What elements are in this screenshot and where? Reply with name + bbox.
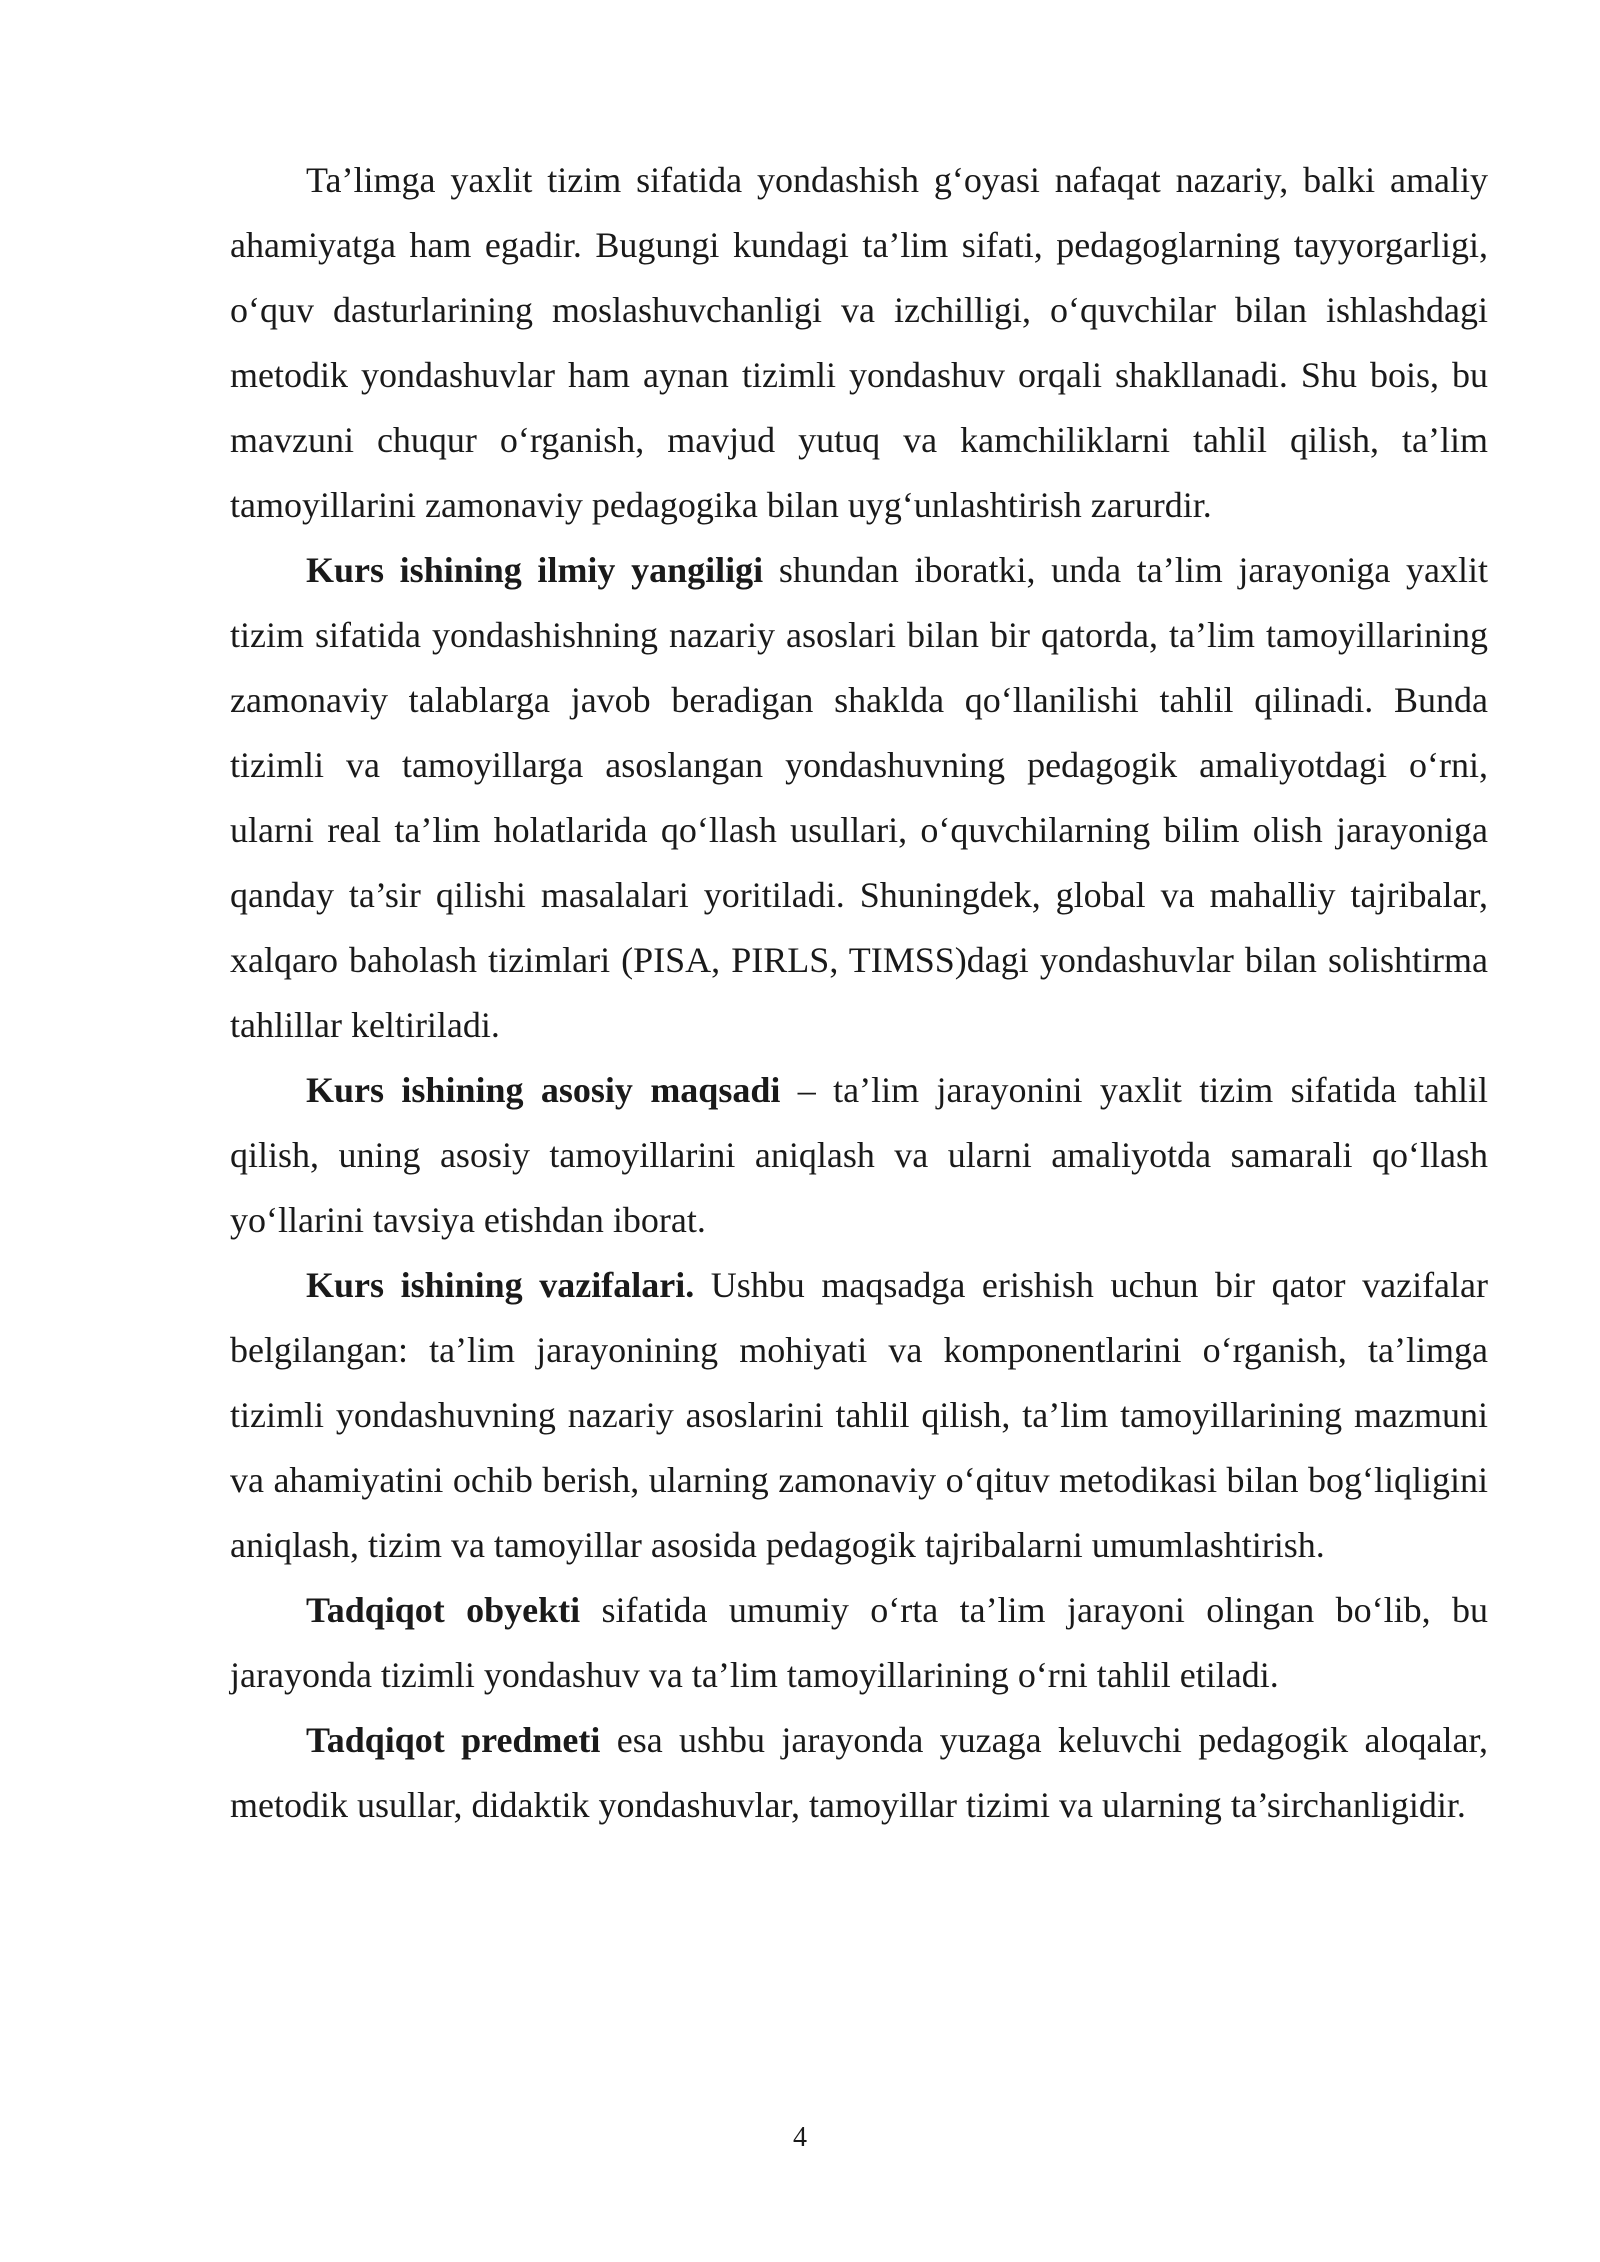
paragraph-text: Ushbu maqsadga erishish uchun bir qator vazifalar belgilangan: ta’lim jarayonining mohiyati va komponentlarini o‘rganish, ta’limga tizimli yondashuvning nazariy asoslarini tahlil qilish, ta’lim tamoyillarining mazmuni va ahamiyatini ochib berish, ularning zamonaviy o‘qituv metodikasi bilan bog‘liqligini aniqlash, tizim va tamoyillar asosida pedagogik tajribalarni umumlashtirish. (230, 1265, 1489, 1565)
paragraph-research-subject (230, 1708, 1488, 1838)
paragraph-intro-text: Ta’limga yaxlit tizim sifatida yondashish g‘oyasi nafaqat nazariy, balki amaliy ahamiyatga ham egadir. Bugungi kundagi ta’lim sifati, pedagoglarning tayyorgarligi, o‘quv dasturlarining moslashuvchanligi va izchilligi, o‘quvchilar bilan ishlashdagi metodik yondashuvlar ham aynan tizimli yondashuv orqali shakllanadi. Shu bois, bu mavzuni chuqur o‘rganish, mavjud yutuq va kamchiliklarni tahlil qilish, ta’lim tamoyillarini zamonaviy pedagogika bilan uyg‘unlashtirish zarurdir. (230, 160, 1488, 525)
paragraph-heading: Kurs ishining vazifalari. (306, 1265, 695, 1305)
paragraph-intro (230, 148, 1488, 538)
paragraph-main-goal (230, 1058, 1488, 1253)
page-number: 4 (793, 2122, 807, 2153)
paragraph-heading: Kurs ishining asosiy maqsadi (306, 1070, 781, 1110)
paragraph-tasks (230, 1253, 1488, 1578)
paragraph-text: – ta’lim jarayonini yaxlit tizim sifatida tahlil qilish, uning asosiy tamoyillarini aniqlash va ularni amaliyotda samarali qo‘llash yo‘llarini tavsiya etishdan iborat. (230, 1070, 1489, 1240)
paragraph-scientific-novelty (230, 538, 1488, 1058)
body-text (230, 148, 1488, 1838)
paragraph-text: esa ushbu jarayonda yuzaga keluvchi pedagogik aloqalar, metodik usullar, didaktik yondashuvlar, tamoyillar tizimi va ularning ta’sirchanligidir. (230, 1720, 1488, 1825)
paragraph-text: shundan iboratki, unda ta’lim jarayoniga yaxlit tizim sifatida yondashishning nazariy asoslari bilan bir qatorda, ta’lim tamoyillarining zamonaviy talablarga javob beradigan shaklda qo‘llanilishi tahlil qilinadi. Bunda tizimli va tamoyillarga asoslangan yondashuvning pedagogik amaliyotdagi o‘rni, ularni real ta’lim holatlarida qo‘llash usullari, o‘quvchilarning bilim olish jarayoniga qanday ta’sir qilishi masalalari yoritiladi. Shuningdek, global va mahalliy tajribalar, xalqaro baholash tizimlari (PISA, PIRLS, TIMSS)dagi yondashuvlar bilan solishtirma tahlillar keltiriladi. (230, 550, 1488, 1045)
paragraph-heading: Tadqiqot obyekti (306, 1590, 581, 1630)
paragraph-heading: Tadqiqot predmeti (306, 1720, 601, 1760)
paragraph-research-object (230, 1578, 1488, 1708)
paragraph-text: sifatida umumiy o‘rta ta’lim jarayoni olingan bo‘lib, bu jarayonda tizimli yondashuv va ta’lim tamoyillarining o‘rni tahlil etiladi. (230, 1590, 1488, 1695)
paragraph-heading: Kurs ishining ilmiy yangiligi (306, 550, 764, 590)
